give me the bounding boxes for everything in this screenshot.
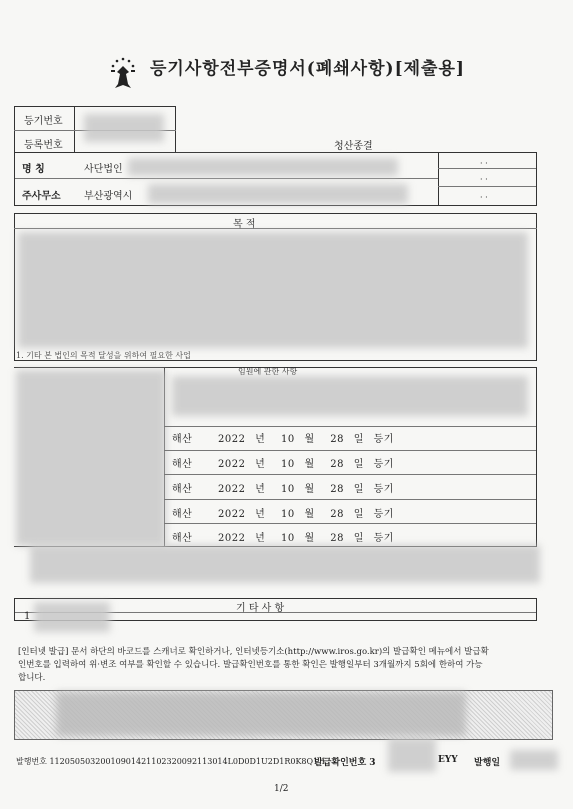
registry-number-label: 등기번호 bbox=[24, 116, 63, 127]
dots-1: · · bbox=[480, 159, 488, 168]
name-value: 사단법인 bbox=[84, 164, 123, 175]
office-value: 부산광역시 bbox=[84, 191, 133, 202]
office-label: 주사무소 bbox=[22, 191, 61, 202]
dissolution-row: 해산 2022 년 10 월 28 일 등기 bbox=[172, 434, 394, 445]
executive-header: 임원에 관한 사항 bbox=[238, 367, 298, 376]
other-line-number: 1 bbox=[24, 611, 31, 622]
purpose-last-line: 1. 기타 본 법인의 목적 달성을 위하여 필요한 사업 bbox=[16, 351, 191, 360]
status-text: 청산종결 bbox=[334, 141, 373, 152]
dots-2: · · bbox=[480, 175, 488, 184]
issue-date-label: 발행일 bbox=[474, 758, 501, 768]
dots-3: · · bbox=[480, 193, 488, 202]
verify-number-suffix: EYY bbox=[438, 755, 458, 765]
registration-number-label: 등록번호 bbox=[24, 140, 63, 151]
purpose-header: 목 적 bbox=[233, 219, 256, 230]
verify-number-label: 발급확인번호 3 bbox=[314, 758, 376, 768]
document-title: 등기사항전부증명서(폐쇄사항)[제출용] bbox=[150, 59, 465, 79]
dissolution-row: 해산 2022 년 10 월 28 일 등기 bbox=[172, 484, 394, 495]
footer-notice: [인터넷 발급] 문서 하단의 바코드를 스캐너로 확인하거나, 인터넷등기소(http://www.iros.go.kr)의 발급확인 메뉴에서 발급확 인번호를 입력하여 위·변조 여부를 확인할 수 있습니다. 발급확인번호를 통한 확인은 발행일부터 3개월까지 5회에 한하여 가능 합니다. bbox=[18, 647, 489, 683]
issue-number: 발행번호 11205050320010901421102320092113014L0D0D1U2D1R0K8Q1 1 bbox=[16, 757, 326, 766]
court-emblem-icon bbox=[103, 54, 143, 94]
dissolution-row: 해산 2022 년 10 월 28 일 등기 bbox=[172, 509, 394, 520]
other-header: 기 타 사 항 bbox=[236, 603, 285, 614]
page-number: 1/2 bbox=[274, 784, 289, 794]
name-label: 명 칭 bbox=[22, 164, 45, 175]
dissolution-row: 해산 2022 년 10 월 28 일 등기 bbox=[172, 533, 394, 544]
dissolution-row: 해산 2022 년 10 월 28 일 등기 bbox=[172, 459, 394, 470]
